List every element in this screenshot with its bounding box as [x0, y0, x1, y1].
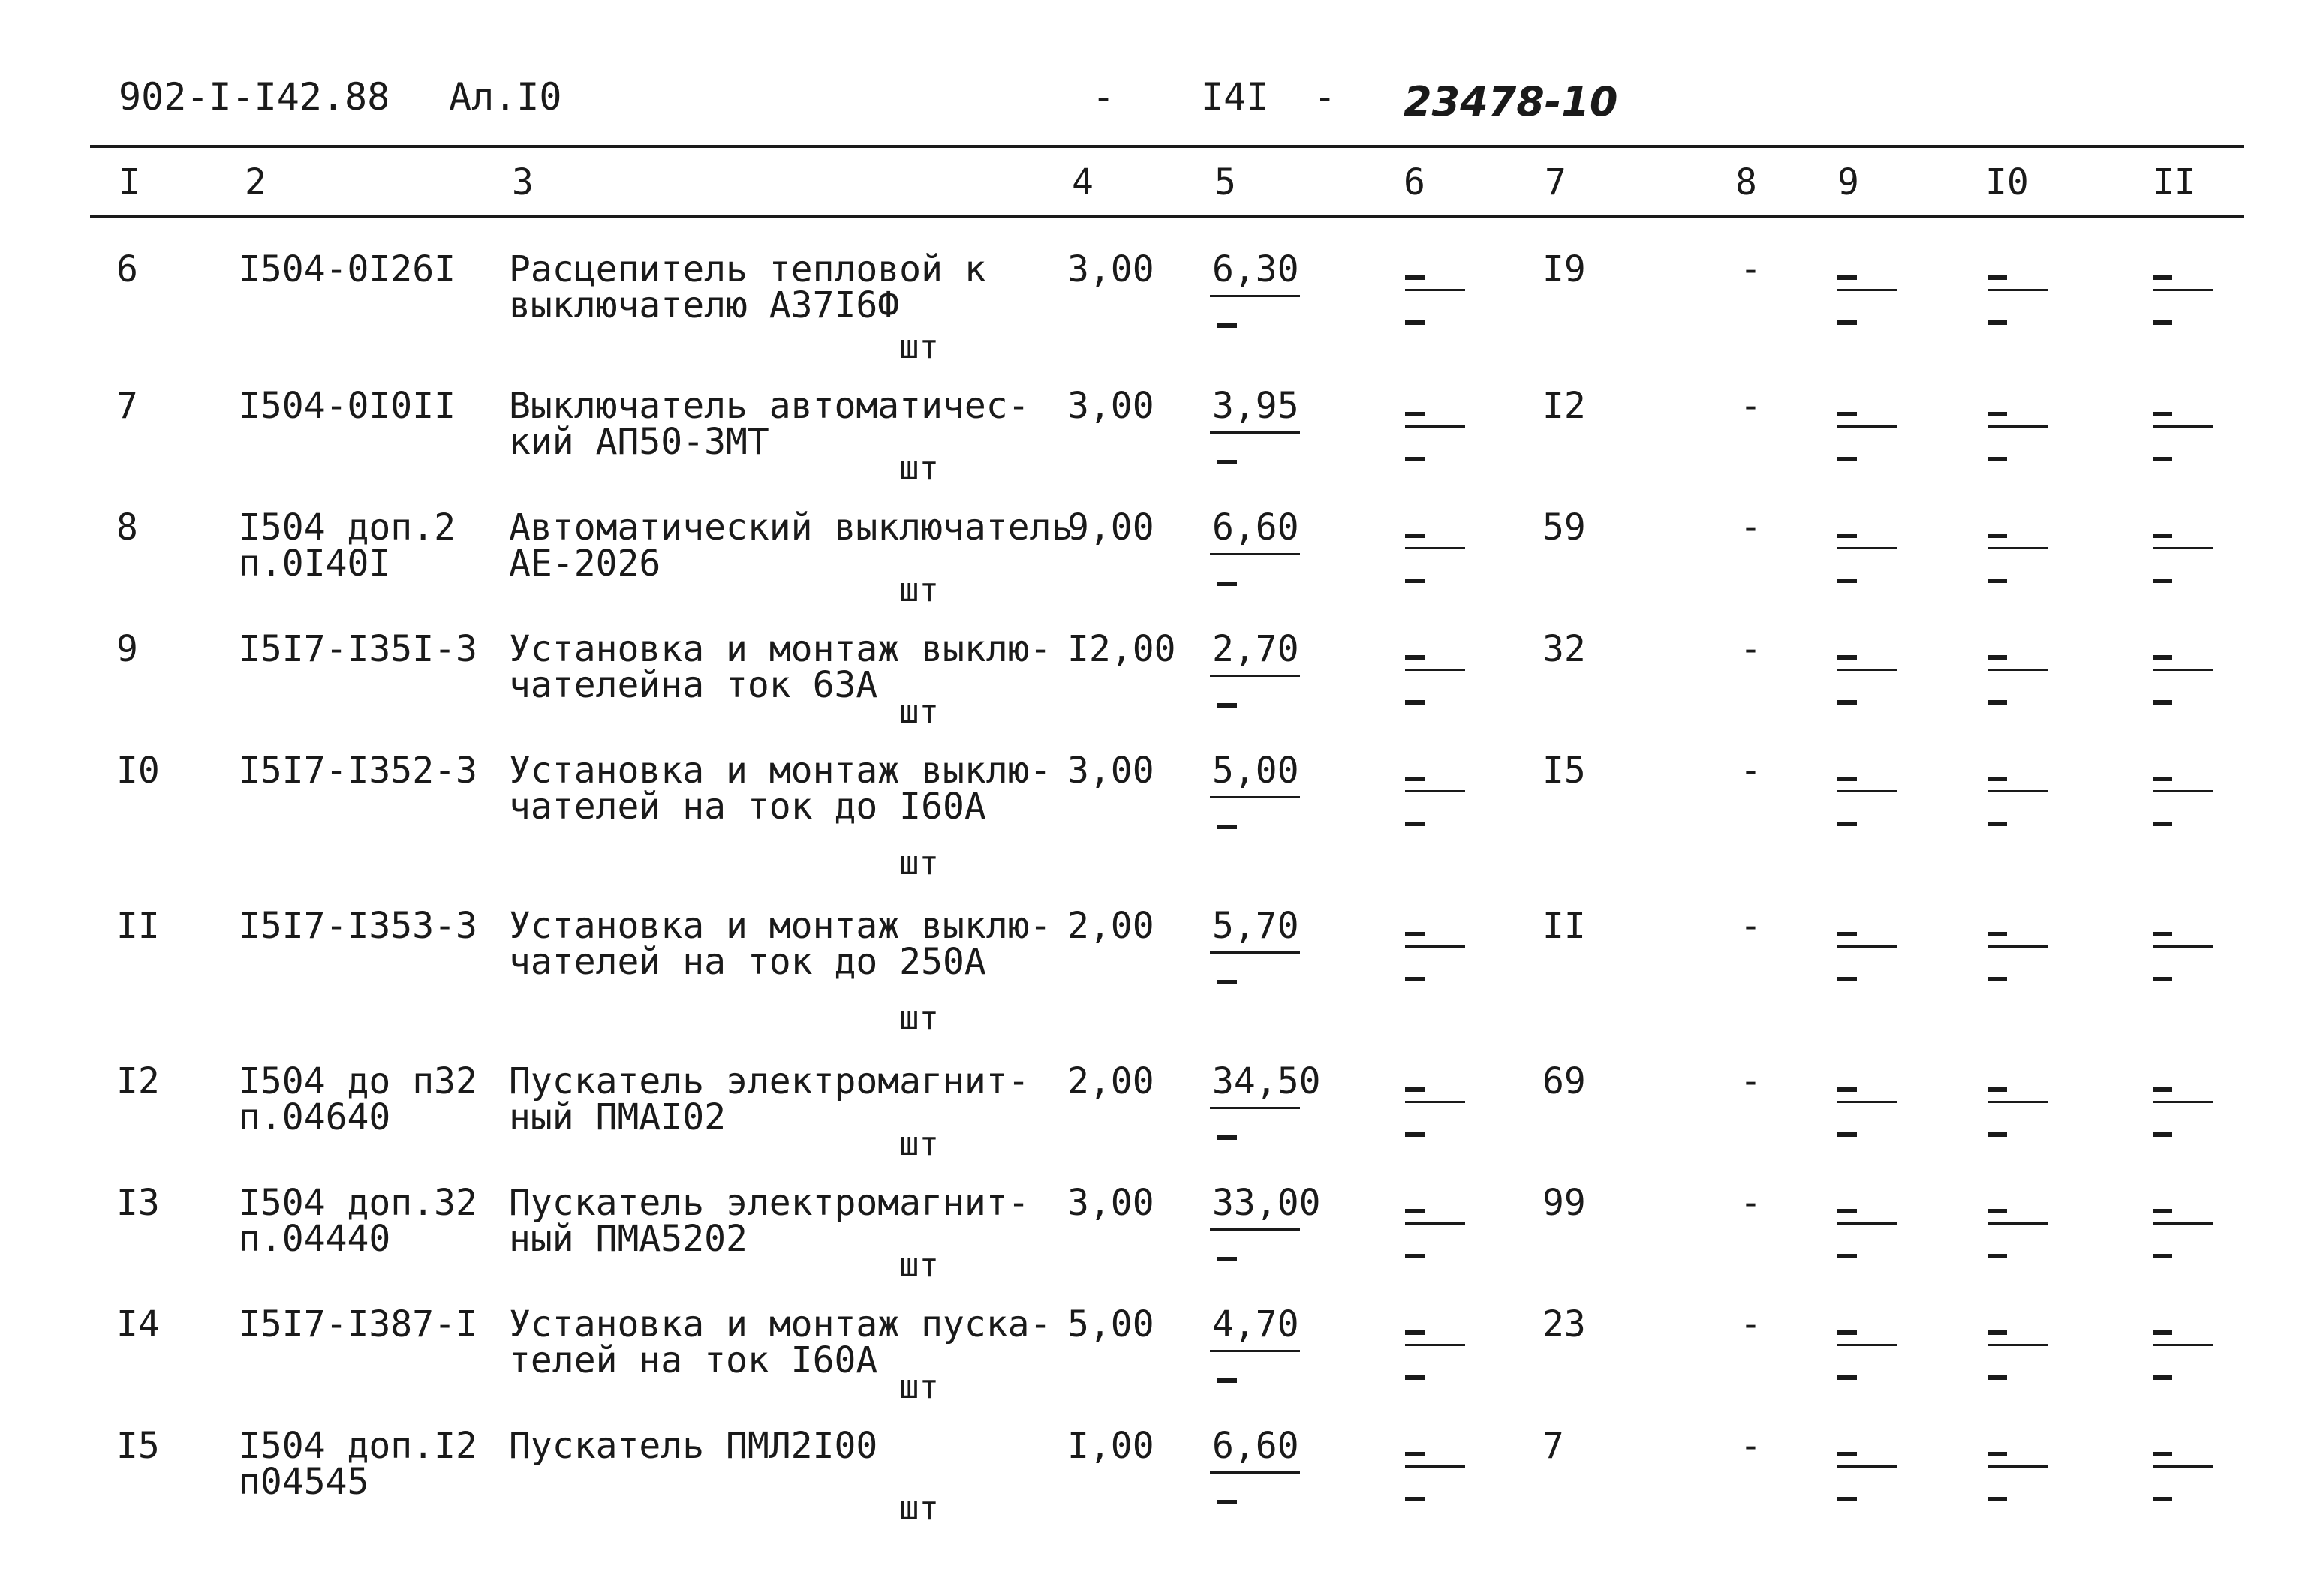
fraction-top-dash [2153, 655, 2172, 660]
column-number: I0 [1985, 161, 2029, 203]
fraction-bottom-dash [1405, 1497, 1425, 1501]
fraction-bottom-dash [1405, 1132, 1425, 1137]
fraction-bottom-dash [1988, 1254, 2007, 1258]
fraction-bottom-dash [1837, 977, 1857, 981]
fraction-bottom-dash [1988, 822, 2007, 826]
fraction-line [1405, 1101, 1465, 1103]
row-total: I9 [1542, 248, 1586, 290]
document-code: 902-I-I42.88 [119, 75, 390, 119]
fraction-top-dash [2153, 777, 2172, 781]
fraction-bottom-dash [1405, 1254, 1425, 1258]
row-quantity: 3,00 [1067, 385, 1154, 427]
fraction-bottom-dash [1405, 700, 1425, 705]
fraction-bottom-dash [2153, 320, 2172, 325]
row-number: I2 [116, 1060, 160, 1102]
fraction-top-dash [1837, 1087, 1857, 1092]
fraction-top-dash [2153, 1087, 2172, 1092]
fraction-bottom-dash [1988, 1375, 2007, 1380]
fraction-line [2153, 669, 2213, 671]
top-rule [90, 145, 2244, 148]
fraction-bottom-dash [1837, 822, 1857, 826]
fraction-line [1837, 945, 1897, 948]
fraction-line [2153, 547, 2213, 549]
fraction-top-dash [1405, 1209, 1425, 1213]
fraction-top-dash [1405, 655, 1425, 660]
fraction-line [1988, 945, 2048, 948]
row-code: I504 до п32 п.04640 [239, 1060, 477, 1138]
fraction-line [1988, 289, 2048, 291]
fraction-top-dash [1988, 1209, 2007, 1213]
row-unit: шт [899, 449, 939, 488]
fraction-top-dash [1405, 777, 1425, 781]
fraction-line [1405, 1465, 1465, 1468]
fraction-line [1837, 669, 1897, 671]
fraction-top-dash [1988, 534, 2007, 538]
fraction-bottom-dash [2153, 1254, 2172, 1258]
row-unit: шт [899, 999, 939, 1038]
fraction-bottom-dash [1405, 579, 1425, 583]
fraction-top-dash [1837, 1452, 1857, 1456]
fraction-line [1988, 1344, 2048, 1346]
fraction-bottom-dash [1988, 977, 2007, 981]
row-unit: шт [899, 1125, 939, 1163]
fraction-bottom-dash [1837, 320, 1857, 325]
row-quantity: 9,00 [1067, 506, 1154, 549]
column-number: 7 [1545, 161, 1566, 203]
handwritten-number: 23478-10 [1404, 78, 1618, 125]
row-total: I2 [1542, 385, 1586, 427]
price-empty-dash [1217, 1257, 1237, 1261]
fraction-top-dash [1405, 412, 1425, 416]
fraction-bottom-dash [2153, 579, 2172, 583]
fraction-line [2153, 790, 2213, 792]
row-price: 5,70 [1212, 905, 1299, 947]
fraction-top-dash [2153, 275, 2172, 280]
row-code: I5I7-I35I-3 [239, 628, 477, 670]
row-quantity: 3,00 [1067, 1182, 1154, 1224]
fraction-bottom-dash [1988, 579, 2007, 583]
row-number: 7 [116, 385, 138, 427]
fraction-bottom-dash [2153, 822, 2172, 826]
fraction-line [1988, 790, 2048, 792]
price-empty-dash [1217, 582, 1237, 586]
fraction-top-dash [1988, 275, 2007, 280]
fraction-top-dash [1405, 1087, 1425, 1092]
row-unit: шт [899, 693, 939, 731]
fraction-top-dash [1988, 1452, 2007, 1456]
row-price: 33,00 [1212, 1182, 1321, 1224]
row-total: 32 [1542, 628, 1586, 670]
page-number: I4I [1201, 75, 1269, 119]
row-code: I5I7-I353-3 [239, 905, 477, 947]
row-quantity: 5,00 [1067, 1303, 1154, 1345]
row-number: 9 [116, 628, 138, 670]
row-col8-dash: - [1740, 1182, 1762, 1224]
fraction-line [2153, 1465, 2213, 1468]
fraction-line [2153, 1344, 2213, 1346]
fraction-top-dash [1837, 777, 1857, 781]
row-name: Выключатель автоматичес- кий АП50-3МТ [509, 385, 1030, 463]
fraction-top-dash [1837, 1330, 1857, 1335]
row-number: I0 [116, 750, 160, 792]
fraction-top-dash [2153, 1330, 2172, 1335]
fraction-bottom-dash [1405, 1375, 1425, 1380]
fraction-top-dash [2153, 1209, 2172, 1213]
fraction-top-dash [1988, 777, 2007, 781]
row-price: 6,60 [1212, 506, 1299, 549]
row-price: 2,70 [1212, 628, 1299, 670]
row-code: I504 доп.I2 п04545 [239, 1425, 477, 1503]
row-col8-dash: - [1740, 385, 1762, 427]
row-quantity: 3,00 [1067, 750, 1154, 792]
row-quantity: I2,00 [1067, 628, 1176, 670]
row-col8-dash: - [1740, 750, 1762, 792]
row-total: 7 [1542, 1425, 1564, 1467]
header-dash-left: - [1092, 75, 1115, 119]
column-number: 3 [512, 161, 534, 203]
row-total: 69 [1542, 1060, 1586, 1102]
price-underline [1210, 796, 1300, 798]
fraction-top-dash [1837, 275, 1857, 280]
price-empty-dash [1217, 323, 1237, 328]
fraction-bottom-dash [1988, 700, 2007, 705]
fraction-bottom-dash [1988, 320, 2007, 325]
row-quantity: 2,00 [1067, 905, 1154, 947]
fraction-line [2153, 945, 2213, 948]
fraction-top-dash [1837, 412, 1857, 416]
row-code: I504 доп.2 п.0I40I [239, 506, 456, 585]
row-total: II [1542, 905, 1586, 947]
price-underline [1210, 553, 1300, 555]
row-price: 4,70 [1212, 1303, 1299, 1345]
fraction-bottom-dash [2153, 457, 2172, 461]
header-rule [90, 215, 2244, 218]
fraction-top-dash [1405, 1452, 1425, 1456]
row-code: I504-0I0II [239, 385, 456, 427]
fraction-line [1988, 1465, 2048, 1468]
fraction-line [2153, 425, 2213, 428]
fraction-line [1837, 1344, 1897, 1346]
fraction-bottom-dash [2153, 700, 2172, 705]
row-name: Установка и монтаж выклю- чателей на ток до 250А [509, 905, 1052, 983]
fraction-line [1837, 547, 1897, 549]
row-name: Установка и монтаж выклю- чателейна ток 63А [509, 628, 1052, 706]
row-unit: шт [899, 328, 939, 366]
row-name: Расцепитель тепловой к выключателю А37I6Ф [509, 248, 986, 326]
fraction-bottom-dash [2153, 977, 2172, 981]
fraction-top-dash [1405, 275, 1425, 280]
fraction-top-dash [1988, 932, 2007, 936]
fraction-line [2153, 1101, 2213, 1103]
price-empty-dash [1217, 825, 1237, 829]
fraction-bottom-dash [1837, 1375, 1857, 1380]
price-empty-dash [1217, 1500, 1237, 1504]
fraction-top-dash [2153, 412, 2172, 416]
row-number: II [116, 905, 160, 947]
fraction-line [1837, 790, 1897, 792]
row-name: Пускатель ПМЛ2I00 [509, 1425, 878, 1467]
row-unit: шт [899, 1246, 939, 1285]
row-code: I5I7-I387-I [239, 1303, 477, 1345]
row-name: Установка и монтаж выклю- чателей на ток до I60А [509, 750, 1052, 828]
fraction-bottom-dash [2153, 1375, 2172, 1380]
row-col8-dash: - [1740, 506, 1762, 549]
fraction-line [1405, 790, 1465, 792]
row-col8-dash: - [1740, 1303, 1762, 1345]
row-code: I5I7-I352-3 [239, 750, 477, 792]
fraction-bottom-dash [1988, 457, 2007, 461]
row-name: Пускатель электромагнит- ный ПМАI02 [509, 1060, 1030, 1138]
fraction-top-dash [1837, 932, 1857, 936]
price-empty-dash [1217, 1135, 1237, 1140]
fraction-line [1837, 425, 1897, 428]
fraction-bottom-dash [1837, 457, 1857, 461]
fraction-bottom-dash [1837, 1132, 1857, 1137]
fraction-top-dash [2153, 534, 2172, 538]
fraction-bottom-dash [1988, 1497, 2007, 1501]
row-total: 99 [1542, 1182, 1586, 1224]
price-underline [1210, 295, 1300, 297]
header-dash-right: - [1313, 75, 1337, 119]
fraction-bottom-dash [1988, 1132, 2007, 1137]
fraction-top-dash [1405, 932, 1425, 936]
row-name: Установка и монтаж пуска- телей на ток I60А [509, 1303, 1052, 1381]
sheet-label: Ал.I0 [449, 75, 562, 119]
fraction-line [1837, 1222, 1897, 1225]
fraction-line [2153, 289, 2213, 291]
fraction-line [1988, 1222, 2048, 1225]
row-number: 6 [116, 248, 138, 290]
row-code: I504 доп.32 п.04440 [239, 1182, 477, 1260]
fraction-line [1405, 945, 1465, 948]
price-underline [1210, 675, 1300, 677]
row-unit: шт [899, 1489, 939, 1528]
row-total: I5 [1542, 750, 1586, 792]
price-empty-dash [1217, 980, 1237, 984]
row-total: 23 [1542, 1303, 1586, 1345]
fraction-bottom-dash [1405, 457, 1425, 461]
price-underline [1210, 431, 1300, 434]
column-number: 2 [245, 161, 266, 203]
fraction-top-dash [1405, 534, 1425, 538]
fraction-line [1405, 289, 1465, 291]
price-underline [1210, 951, 1300, 954]
row-col8-dash: - [1740, 248, 1762, 290]
fraction-line [1837, 1101, 1897, 1103]
fraction-line [1405, 669, 1465, 671]
fraction-line [1988, 547, 2048, 549]
column-number: II [2153, 161, 2196, 203]
price-empty-dash [1217, 1378, 1237, 1383]
column-number: 9 [1837, 161, 1859, 203]
column-number: 5 [1214, 161, 1236, 203]
fraction-line [1405, 547, 1465, 549]
row-number: 8 [116, 506, 138, 549]
fraction-bottom-dash [1405, 320, 1425, 325]
fraction-bottom-dash [1837, 700, 1857, 705]
price-empty-dash [1217, 703, 1237, 708]
column-number: I [119, 161, 140, 203]
row-unit: шт [899, 571, 939, 609]
row-quantity: 2,00 [1067, 1060, 1154, 1102]
fraction-line [1837, 1465, 1897, 1468]
fraction-line [1837, 289, 1897, 291]
fraction-bottom-dash [1837, 1254, 1857, 1258]
price-underline [1210, 1228, 1300, 1231]
fraction-line [2153, 1222, 2213, 1225]
row-code: I504-0I26I [239, 248, 456, 290]
fraction-top-dash [1405, 1330, 1425, 1335]
fraction-line [1988, 1101, 2048, 1103]
fraction-top-dash [1988, 1330, 2007, 1335]
row-total: 59 [1542, 506, 1586, 549]
fraction-bottom-dash [1405, 977, 1425, 981]
price-underline [1210, 1107, 1300, 1109]
fraction-bottom-dash [1837, 1497, 1857, 1501]
row-col8-dash: - [1740, 1060, 1762, 1102]
row-price: 5,00 [1212, 750, 1299, 792]
row-name: Пускатель электромагнит- ный ПМА5202 [509, 1182, 1030, 1260]
fraction-line [1988, 425, 2048, 428]
row-number: I5 [116, 1425, 160, 1467]
row-unit: шт [899, 844, 939, 882]
column-number: 8 [1735, 161, 1757, 203]
row-col8-dash: - [1740, 905, 1762, 947]
fraction-bottom-dash [2153, 1497, 2172, 1501]
row-number: I4 [116, 1303, 160, 1345]
row-col8-dash: - [1740, 1425, 1762, 1467]
row-quantity: I,00 [1067, 1425, 1154, 1467]
fraction-line [1405, 1222, 1465, 1225]
row-unit: шт [899, 1368, 939, 1406]
row-price: 3,95 [1212, 385, 1299, 427]
fraction-top-dash [1837, 655, 1857, 660]
row-number: I3 [116, 1182, 160, 1224]
fraction-top-dash [1988, 655, 2007, 660]
fraction-top-dash [1988, 412, 2007, 416]
fraction-line [1405, 425, 1465, 428]
row-quantity: 3,00 [1067, 248, 1154, 290]
price-empty-dash [1217, 460, 1237, 464]
fraction-top-dash [2153, 1452, 2172, 1456]
fraction-top-dash [2153, 932, 2172, 936]
price-underline [1210, 1471, 1300, 1474]
row-price: 34,50 [1212, 1060, 1321, 1102]
fraction-top-dash [1837, 1209, 1857, 1213]
column-number: 6 [1404, 161, 1425, 203]
fraction-top-dash [1988, 1087, 2007, 1092]
fraction-line [1405, 1344, 1465, 1346]
fraction-bottom-dash [2153, 1132, 2172, 1137]
row-col8-dash: - [1740, 628, 1762, 670]
column-number: 4 [1072, 161, 1094, 203]
fraction-line [1988, 669, 2048, 671]
row-name: Автоматический выключатель АЕ-2026 [509, 506, 1073, 585]
row-price: 6,30 [1212, 248, 1299, 290]
row-price: 6,60 [1212, 1425, 1299, 1467]
price-underline [1210, 1350, 1300, 1352]
fraction-top-dash [1837, 534, 1857, 538]
fraction-bottom-dash [1405, 822, 1425, 826]
fraction-bottom-dash [1837, 579, 1857, 583]
